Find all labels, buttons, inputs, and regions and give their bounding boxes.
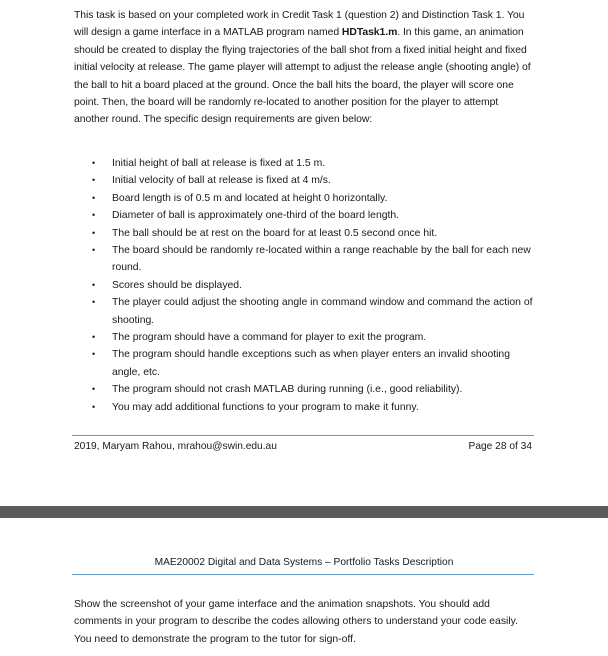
footer-page-number: Page 28 of 34: [468, 441, 532, 452]
requirement-text: Initial velocity of ball at release is fixed at 4 m/s.: [112, 175, 331, 187]
requirement-item: [74, 190, 534, 207]
bullet-icon: •: [92, 332, 96, 343]
requirement-item: [74, 346, 534, 381]
bullet-icon: •: [92, 297, 96, 308]
requirement-text: Diameter of ball is approximately one-third of the board length.: [112, 210, 400, 222]
bullet-icon: •: [92, 158, 96, 168]
requirement-item: [74, 207, 534, 224]
bullet-icon: •: [92, 349, 96, 360]
requirement-item: [74, 172, 534, 189]
bullet-icon: •: [92, 175, 96, 186]
bullet-icon: •: [92, 384, 96, 395]
requirement-item: [74, 294, 534, 329]
requirement-item: [74, 381, 534, 398]
bullet-icon: •: [92, 279, 96, 290]
requirement-item: [74, 242, 534, 277]
requirement-text: Initial height of ball at release is fixed at 1.5 m.: [112, 158, 326, 169]
program-filename: HDTask1.m: [341, 27, 398, 39]
requirement-text: The program should have a command for player to exit the program.: [112, 332, 427, 344]
bullet-icon: •: [92, 245, 96, 256]
requirement-text: Board length is of 0.5 m and located at height 0 horizontally.: [112, 192, 388, 204]
requirement-item: [74, 399, 534, 416]
requirement-text: The ball should be at rest on the board for at least 0.5 second once hit.: [112, 227, 438, 239]
bullet-icon: •: [92, 401, 96, 412]
requirement-text: The program should handle exceptions such as when player enters an invalid shooting angle, etc.: [112, 349, 510, 378]
task-intro-paragraph: [74, 7, 534, 129]
requirement-item: [74, 277, 534, 294]
requirement-text: You may add additional functions to your program to make it funny.: [112, 401, 419, 413]
footer-author: 2019, Maryam Rahou, mrahou@swin.edu.au: [74, 441, 277, 452]
bullet-icon: •: [92, 227, 96, 238]
footer-divider: [72, 435, 534, 436]
requirement-item: [74, 155, 534, 172]
header-divider: [72, 574, 534, 575]
intro-text-start: This task is based on your completed work in Credit Task 1 (question 2) and Distinction Task 1. You will design a game interface in a MATLAB program named: [74, 10, 525, 39]
page-separator: [0, 506, 608, 518]
intro-text-end: . In this game, an animation should be created to display the flying trajectories of the ball shot from a fixed initial height and fixed initial velocity at release. The game player will attempt to adjust the release angle (shooting angle) of the ball to hit a board placed at the ground. Once the ball hits the board, the player will score one point. Then, the board will be randomly re-located to another position for the player to attempt another round. The specific design requirements are given below:: [74, 27, 531, 126]
bullet-icon: •: [92, 210, 96, 221]
requirement-item: [74, 225, 534, 242]
requirement-text: The player could adjust the shooting angle in command window and command the action of shooting.: [112, 297, 533, 326]
submission-paragraph: Show the screenshot of your game interface and the animation snapshots. You should add comments in your program to describe the codes allowing others to understand your code easily. You need to demonstrate the program to the tutor for sign-off.: [74, 599, 518, 645]
requirement-text: Scores should be displayed.: [112, 279, 242, 291]
requirement-text: The board should be randomly re-located within a range reachable by the ball for each new round.: [112, 245, 531, 274]
requirement-item: [74, 329, 534, 346]
requirements-list: [74, 155, 534, 416]
page-header-title: MAE20002 Digital and Data Systems – Portfolio Tasks Description: [154, 557, 454, 568]
requirement-text: The program should not crash MATLAB during running (i.e., good reliability).: [112, 384, 463, 396]
bullet-icon: •: [92, 192, 96, 203]
